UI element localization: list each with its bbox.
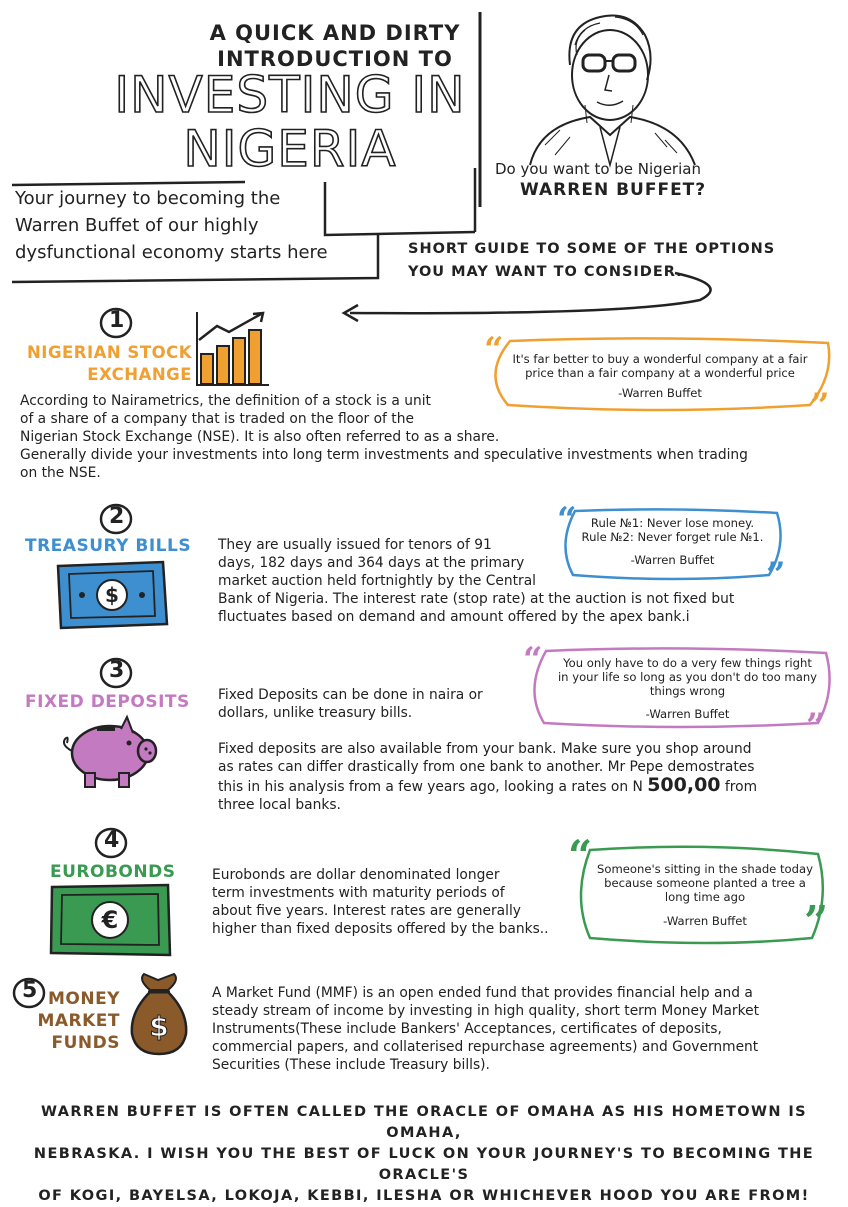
page-title-line-2: NIGERIA — [183, 120, 397, 178]
section-4-body — [212, 866, 592, 938]
section-1-text-line: According to Nairametrics, the definition of a stock is a unit — [20, 393, 431, 409]
section-2-number: 2 — [105, 504, 120, 529]
section-5-text-line: Securities (These include Treasury bills). — [212, 1057, 490, 1073]
svg-text:$: $ — [149, 1010, 169, 1043]
section-3-text-line — [218, 776, 833, 796]
section-1-title-line-1: NIGERIAN STOCK — [27, 343, 192, 362]
section-4-text-line: about five years. Interest rates are generally — [212, 903, 521, 919]
quote-3-line: things wrong — [649, 684, 726, 698]
close-quote-icon: ” — [766, 555, 786, 595]
footer-line: OF KOGI, BAYELSA, LOKOJA, KEBBI, ILESHA OR WHICHEVER HOOD YOU ARE FROM! — [38, 1188, 810, 1204]
dollar-bill-icon — [55, 560, 170, 630]
section-1-text-line: on the NSE. — [20, 465, 101, 481]
section-5-title-line: FUNDS — [51, 1033, 120, 1053]
euro-note-icon — [48, 883, 173, 958]
svg-text:$: $ — [105, 583, 119, 607]
quote-3-author: -Warren Buffet — [645, 707, 730, 721]
section-4-title: EUROBONDS — [50, 862, 176, 882]
section-5-text-line: commercial papers, and collaterised repurchase agreements) and Government — [212, 1039, 759, 1055]
section-5-text-line: A Market Fund (MMF) is an open ended fund that provides financial help and a — [212, 985, 753, 1001]
section-5-title-line: MARKET — [37, 1011, 120, 1031]
quote-2-author: -Warren Buffet — [630, 553, 715, 567]
open-quote-icon: “ — [484, 330, 504, 370]
open-quote-icon: “ — [523, 640, 543, 680]
quote-4-line: long time ago — [664, 890, 746, 904]
open-quote-icon: “ — [568, 831, 593, 880]
section-3-text-line: three local banks. — [218, 797, 341, 813]
quote-4-author: -Warren Buffet — [663, 914, 747, 928]
question-name: WARREN BUFFET? — [520, 180, 707, 200]
section-3-text-line: as rates can differ drastically from one bank to another. Mr Pepe demostrates — [218, 759, 755, 775]
journey-line-1: Your journey to becoming the — [15, 188, 281, 209]
section-4-text-line: Eurobonds are dollar denominated longer — [212, 867, 500, 883]
section-3-title: FIXED DEPOSITS — [25, 692, 190, 712]
quote-1-line: price than a fair company at a wonderful price — [525, 366, 795, 380]
section-4-text-line: higher than fixed deposits offered by the banks.. — [212, 921, 549, 937]
quote-2-line: Rule №1: Never lose money. — [590, 516, 755, 530]
quote-3-line: in your life so long as you don't do too many — [557, 670, 818, 684]
journey-line-3: dysfunctional economy starts here — [15, 242, 328, 263]
guide-arrow — [330, 265, 730, 325]
question-text: Do you want to be Nigerian — [495, 160, 701, 178]
section-3-text-part: this in his analysis from a few years ago, looking a rates on N — [218, 779, 643, 795]
footer-line: NEBRASKA. I WISH YOU THE BEST OF LUCK ON YOUR JOURNEY'S TO BECOMING THE ORACLE'S — [33, 1146, 815, 1183]
title-line-1: A QUICK AND DIRTY — [209, 21, 461, 45]
section-1-text-line: Generally divide your investments into long term investments and speculative investments when trading — [20, 447, 748, 463]
close-quote-icon: ” — [804, 897, 829, 946]
journey-text — [15, 185, 375, 266]
section-2-title: TREASURY BILLS — [25, 536, 192, 556]
close-quote-icon: ” — [806, 706, 826, 746]
section-1-text-line: of a share of a company that is traded on the floor of the — [20, 411, 414, 427]
quote-2-line: Rule №2: Never forget rule №1. — [581, 530, 764, 544]
section-4-text-line: term investments with maturity periods of — [212, 885, 505, 901]
section-5-number: 5 — [18, 978, 33, 1003]
open-quote-icon: “ — [557, 500, 577, 540]
amount-highlight: 500,00 — [647, 774, 721, 796]
section-4-number: 4 — [100, 828, 115, 853]
quote-4-line: because someone planted a tree a — [604, 876, 806, 890]
warren-buffet-portrait — [515, 5, 715, 165]
guide-line-1: SHORT GUIDE TO SOME OF THE OPTIONS — [408, 241, 776, 257]
title-line-2: INTRODUCTION TO — [217, 47, 453, 71]
section-1-title-line-2: EXCHANGE — [87, 365, 192, 384]
section-3-number: 3 — [105, 658, 120, 683]
title-top — [200, 20, 470, 72]
section-2-text-line: Bank of Nigeria. The interest rate (stop rate) at the auction is not fixed but — [218, 591, 735, 607]
svg-text:€: € — [101, 906, 119, 934]
section-1-text-line: Nigerian Stock Exchange (NSE). It is also often referred to as a share. — [20, 429, 500, 445]
bar-chart-icon — [195, 312, 275, 387]
piggy-bank-icon — [55, 715, 165, 790]
section-2-text-line: days, 182 days and 364 days at the primary — [218, 555, 525, 571]
section-1-title — [22, 342, 192, 386]
close-quote-icon: ” — [810, 386, 830, 426]
section-3-text-part: from — [724, 779, 758, 795]
money-bag-icon — [128, 972, 190, 1057]
page-title-line-1: INVESTING IN — [114, 66, 466, 124]
journey-line-2: Warren Buffet of our highly — [15, 215, 259, 236]
footer-line: WARREN BUFFET IS OFTEN CALLED THE ORACLE OF OMAHA AS HIS HOMETOWN IS OMAHA, — [40, 1104, 808, 1141]
section-5-text-line: steady stream of income by investing in high quality, short term Money Market — [212, 1003, 759, 1019]
section-3-text-line: dollars, unlike treasury bills. — [218, 705, 413, 721]
guide-line-2: YOU MAY WANT TO CONSIDER. — [408, 264, 683, 280]
quote-3 — [540, 656, 835, 721]
section-5-title-line: MONEY — [47, 989, 120, 1009]
section-2-text-line: fluctuates based on demand and amount offered by the apex bank.i — [218, 609, 690, 625]
section-3-text-line: Fixed deposits are also available from your bank. Make sure you shop around — [218, 741, 752, 757]
section-3-text-line: Fixed Deposits can be done in naira or — [218, 687, 483, 703]
quote-3-line: You only have to do a very few things right — [563, 656, 812, 670]
section-5-title — [30, 988, 120, 1054]
section-3-body-b — [218, 740, 833, 814]
footer-text — [20, 1102, 828, 1207]
quote-1 — [490, 352, 830, 400]
quote-1-line: It's far better to buy a wonderful company at a fair — [512, 352, 808, 366]
section-2-text-line: market auction held fortnightly by the Central — [218, 573, 536, 589]
section-1-number: 1 — [105, 308, 120, 333]
quote-1-author: -Warren Buffet — [618, 386, 702, 400]
section-5-text-line: Instruments(These include Bankers' Acceptances, certificates of deposits, — [212, 1021, 722, 1037]
section-2-text-line: They are usually issued for tenors of 91 — [218, 537, 492, 553]
quote-4-line: Someone's sitting in the shade today — [597, 862, 813, 876]
section-5-body — [212, 984, 832, 1074]
quote-2 — [565, 516, 780, 567]
quote-4 — [585, 862, 825, 928]
